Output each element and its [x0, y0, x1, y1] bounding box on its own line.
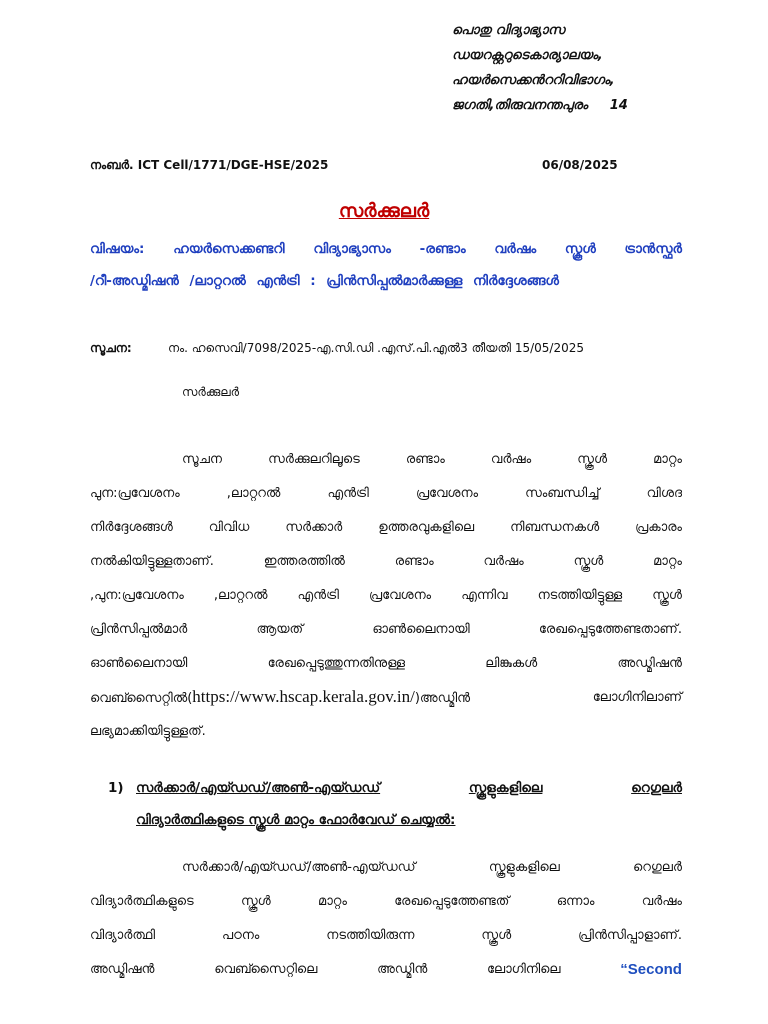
- word: വിദ്യാർത്ഥി: [90, 927, 156, 943]
- word: വെബ്സൈറ്റിലെ: [214, 961, 318, 977]
- reference-text: നം. ഹസെവി/7098/2025-എ.സി.ഡി .എസ്.പി.എൽ3 തീയതി 15/05/2025: [168, 341, 584, 355]
- quoted-term: “Second: [620, 960, 682, 978]
- paragraph-line: [90, 578, 682, 612]
- word: അഡ്മിഷൻ: [617, 655, 682, 671]
- word: ഓൺലൈനായി: [90, 655, 188, 671]
- word: അഡ്മിഷൻ: [90, 961, 155, 977]
- word: റെഗുലർ: [633, 859, 682, 875]
- word: രേഖപ്പെടുത്തേണ്ടത്: [394, 893, 510, 909]
- word: നടത്തിയിട്ടുള്ള: [537, 587, 623, 603]
- address-line: ഹയർസെക്കൻററിവിഭാഗം,: [452, 73, 615, 88]
- word: സംബന്ധിച്ച്: [525, 485, 600, 501]
- word: പ്രിൻസിപ്പൽമാർ: [90, 621, 188, 637]
- word: ഉത്തരവുകളിലെ: [378, 519, 475, 535]
- section-heading-line: വിദ്യാർത്ഥികളുടെ സ്കൂൾ മാറ്റം ഫോർവേഡ് ചെയ്യൽ:: [136, 812, 456, 828]
- word: വർഷം: [641, 893, 682, 909]
- word-with-link: [90, 687, 470, 707]
- word: പ്രിൻസിപ്പാളാണ്.: [578, 927, 682, 943]
- word: അഡ്മിൻ: [377, 961, 428, 977]
- subject-word: സ്കൂൾ: [564, 241, 596, 257]
- circular-date: 06/08/2025: [542, 158, 618, 172]
- subject-word: വിദ്യാഭ്യാസം: [313, 241, 391, 257]
- word: ലോഗിനിലെ: [487, 961, 561, 977]
- page-title: സർക്കുലർ: [338, 200, 430, 222]
- circular-heading: സർക്കുലർ: [182, 385, 240, 399]
- reference-line: [90, 158, 618, 173]
- word: ഇത്തരത്തിൽ: [263, 553, 345, 569]
- paragraph-line: [90, 476, 682, 510]
- word: രണ്ടാം: [394, 553, 434, 569]
- word: ,ലാറ്ററൽ: [213, 587, 268, 603]
- word: ലഭ്യമാക്കിയിട്ടുള്ളത്.: [90, 723, 206, 739]
- paragraph-line: [90, 544, 682, 578]
- paragraph-body: [90, 442, 682, 748]
- word: ഒന്നാം: [556, 893, 595, 909]
- word: വർഷം: [483, 553, 524, 569]
- paragraph-line: [90, 884, 682, 918]
- address-line: ഡയറക്റ്ററുടെകാര്യാലയം,: [452, 48, 603, 63]
- word: സ്കൂളുകളിലെ: [488, 859, 560, 875]
- word: വിശദ: [646, 485, 682, 501]
- section-number: 1): [108, 780, 124, 796]
- word: സർക്കാർ: [285, 519, 343, 535]
- word: ലോഗിനിലാണ്: [592, 689, 682, 705]
- word: വിദ്യാർത്ഥികളുടെ: [90, 893, 194, 909]
- paragraph-line: [90, 714, 682, 748]
- word: രേഖപ്പെടുത്തേണ്ടതാണ്.: [538, 621, 682, 637]
- subject-word: -രണ്ടാം: [419, 241, 466, 257]
- word: പ്രവേശനം: [369, 587, 432, 603]
- reference-label: സൂചന:: [90, 341, 132, 355]
- word: രേഖപ്പെടുത്തുന്നതിനുള്ള: [267, 655, 406, 671]
- word: ,പുന:പ്രവേശനം: [90, 587, 184, 603]
- word: സ്കൂൾ: [652, 587, 682, 603]
- word: സ്കൂൾ: [573, 553, 604, 569]
- word: പുന:പ്രവേശനം: [90, 485, 180, 501]
- subject-word: വർഷം: [494, 241, 537, 257]
- reference-block: [90, 341, 584, 356]
- word: നൽകിയിട്ടുള്ളതാണ്.: [90, 553, 214, 569]
- word: രണ്ടാം: [405, 451, 445, 467]
- word: വർഷം: [490, 451, 532, 467]
- word: സ്കൂൾ: [481, 927, 512, 943]
- word: എന്നിവ: [461, 587, 508, 603]
- word: നിർദ്ദേശങ്ങൾ: [90, 519, 173, 535]
- section-heading-line: [136, 772, 682, 804]
- word: മാറ്റം: [653, 451, 682, 467]
- paragraph-line: [90, 442, 682, 476]
- address-pin: 14: [609, 98, 628, 113]
- word: നിബന്ധനകൾ: [510, 519, 600, 535]
- address-line: [452, 93, 628, 118]
- subject-line: /റീ-അഡ്മിഷൻ /ലാറ്ററൽ എൻട്രി : പ്രിൻസിപ്പൽമാർക്കുള്ള നിർദ്ദേശങ്ങൾ: [90, 273, 559, 289]
- paragraph-body: [90, 850, 682, 986]
- word: സർക്കാർ/എയ്ഡഡ്/അൺ-എയ്ഡഡ്: [136, 780, 381, 796]
- paragraph-line: [90, 510, 682, 544]
- subject-line: [90, 233, 682, 265]
- word: വെബ്സൈറ്റിൽ(: [90, 691, 193, 706]
- paragraph-line: [90, 646, 682, 680]
- paragraph-line: [90, 612, 682, 646]
- section-heading: [108, 772, 682, 836]
- subject-word: ഹയർസെക്കണ്ടറി: [173, 241, 285, 257]
- word: ലിങ്കുകൾ: [485, 655, 538, 671]
- word: റെഗുലർ: [631, 780, 682, 796]
- address-line: പൊതു വിദ്യാഭ്യാസ: [452, 23, 565, 38]
- word: പഠനം: [222, 927, 260, 943]
- word: ആയത്: [256, 621, 304, 637]
- word: സ്കൂൾ: [241, 893, 271, 909]
- office-address: [452, 18, 628, 118]
- word: ,ലാറ്ററൽ: [226, 485, 281, 501]
- paragraph-line: [90, 918, 682, 952]
- paragraph-line: [90, 850, 682, 884]
- word: മാറ്റം: [653, 553, 682, 569]
- subject-word: ട്രാൻസ്ഫർ: [624, 241, 682, 257]
- word: പ്രവേശനം: [415, 485, 479, 501]
- word: സ്കൂൾ: [577, 451, 607, 467]
- word: എൻട്രി: [297, 587, 339, 603]
- word: സർക്കാർ/എയ്ഡഡ്/അൺ-എയ്ഡഡ്: [182, 859, 416, 875]
- website-link[interactable]: https://www.hscap.kerala.gov.in/: [192, 687, 415, 706]
- word: മാറ്റം: [318, 893, 347, 909]
- word: സൂചന: [182, 451, 222, 467]
- address-city: ജഗതി,തിരുവനന്തപുരം: [452, 98, 588, 113]
- paragraph-line: [90, 952, 682, 986]
- word: വിവിധ: [208, 519, 250, 535]
- word: )അഡ്മിൻ: [414, 691, 471, 706]
- circular-number: നംബർ. ICT Cell/1771/DGE-HSE/2025: [90, 158, 329, 172]
- word: എൻട്രി: [327, 485, 369, 501]
- paragraph-line: [90, 680, 682, 714]
- word: സ്കൂളുകളിലെ: [468, 780, 543, 796]
- word: സർക്കുലറിലൂടെ: [268, 451, 360, 467]
- subject-word: വിഷയം:: [90, 241, 145, 257]
- word: നടത്തിയിരുന്ന: [326, 927, 415, 943]
- word: ഓൺലൈനായി: [372, 621, 470, 637]
- word: പ്രകാരം: [635, 519, 682, 535]
- subject-block: [90, 233, 682, 297]
